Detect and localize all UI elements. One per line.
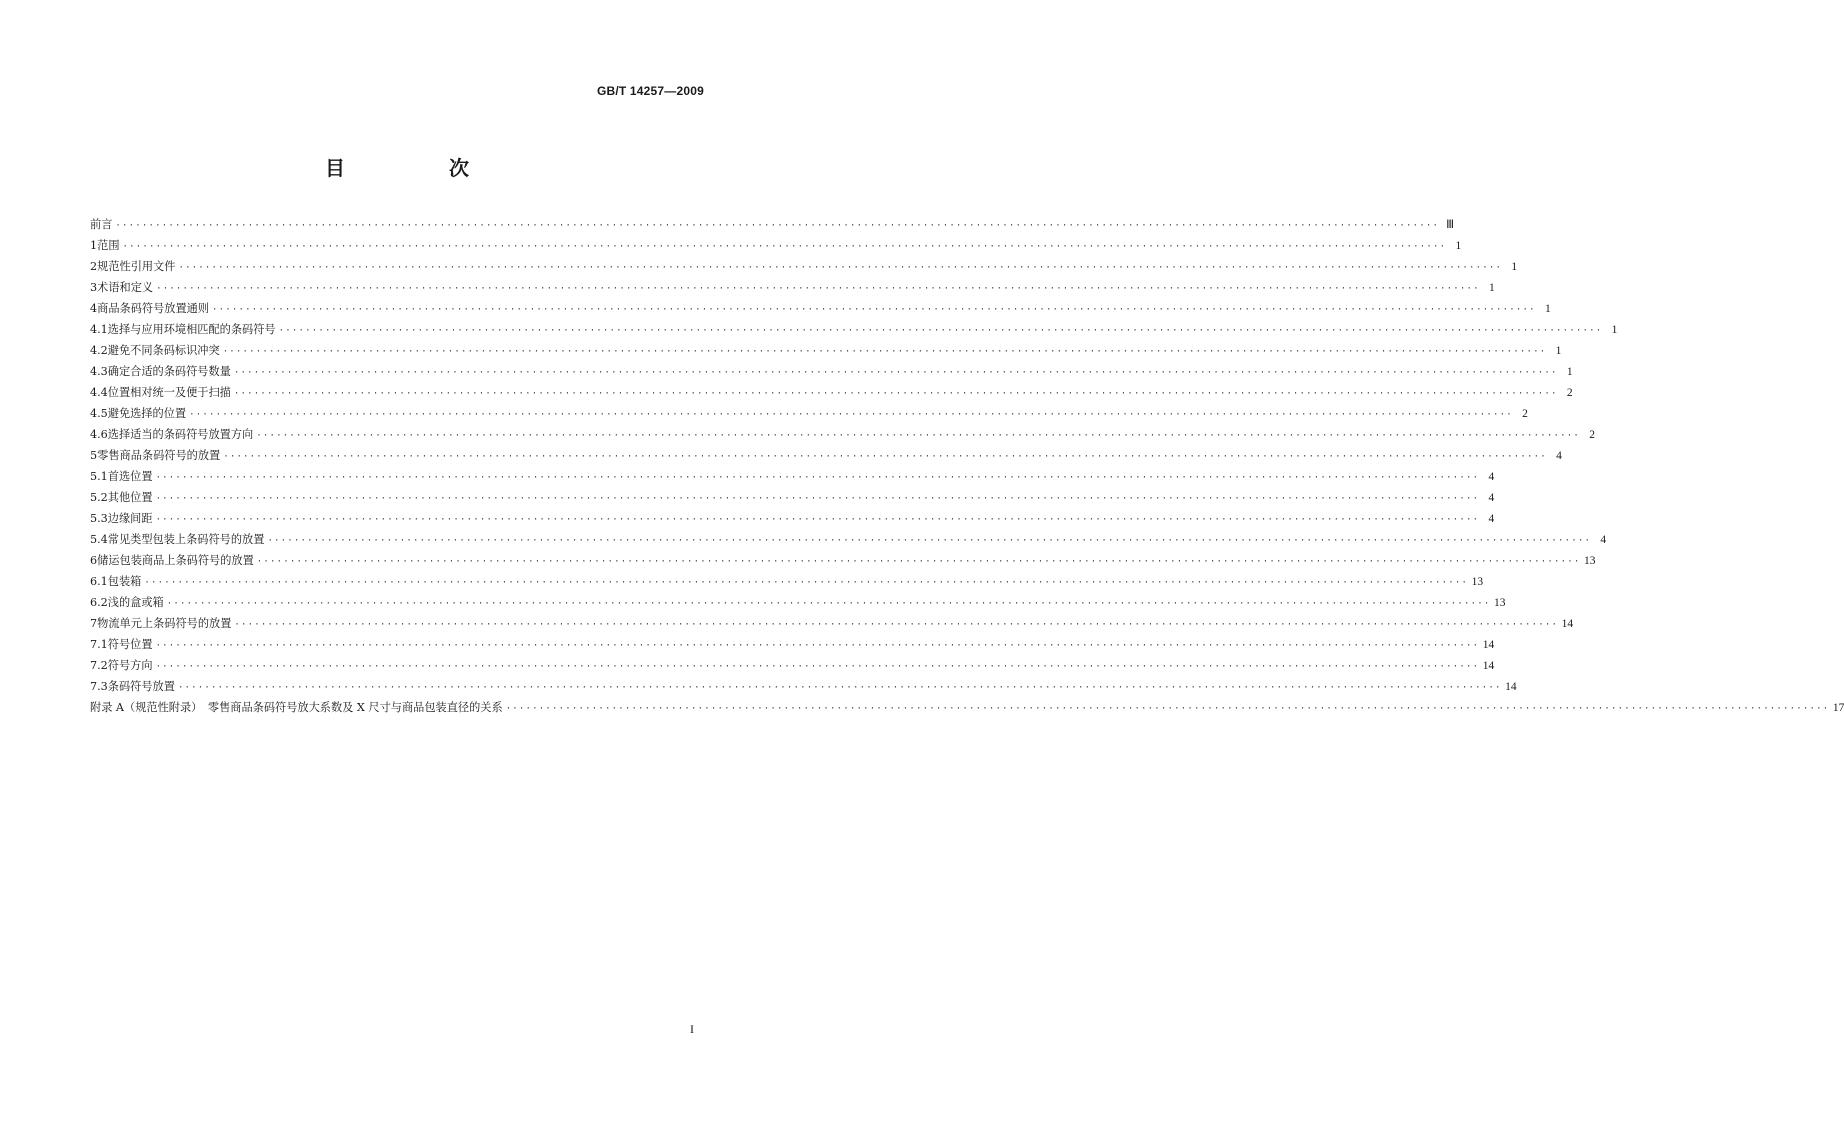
toc-leader-dots: ········································································································································································································ [144, 578, 1469, 588]
toc-entry[interactable] [90, 342, 1562, 363]
toc-entry-title: 首选位置 [107, 470, 153, 483]
toc-entry-number: 2 [90, 260, 98, 273]
toc-entry-number: 4 [90, 302, 98, 315]
toc-leader-dots: ········································································································································································································ [155, 641, 1480, 651]
toc-entry-number: 5.3 [90, 512, 108, 525]
toc-entry-title: 常见类型包装上条码符号的放置 [107, 533, 265, 546]
toc-leader-dots: ········································································································································································································ [115, 221, 1440, 231]
toc-entry-title: 物流单元上条码符号的放置 [97, 617, 232, 630]
toc-entry-number: 6.1 [90, 575, 108, 588]
toc-entry[interactable] [90, 384, 1573, 405]
toc-entry[interactable] [90, 552, 1596, 573]
page-title: 目 次 [325, 156, 511, 180]
toc-entry-page: 4 [1488, 471, 1495, 483]
toc-entry-page: Ⅲ [1446, 219, 1455, 231]
toc-leader-dots: ········································································································································································································ [233, 368, 1558, 378]
toc-entry[interactable] [90, 468, 1495, 489]
toc-entry-number: 5.4 [90, 533, 108, 546]
toc-entry-page: 4 [1556, 450, 1562, 462]
toc-entry-title: 前言 [90, 218, 113, 231]
toc-entry-title: 避免选择的位置 [107, 407, 187, 420]
toc-entry-number: 4.2 [90, 344, 108, 357]
toc-entry-number: 5.2 [90, 491, 108, 504]
toc-entry-title: 商品条码符号放置通则 [97, 302, 210, 315]
toc-entry[interactable] [90, 405, 1528, 426]
toc-entry[interactable] [90, 699, 1844, 720]
toc-entry[interactable] [90, 216, 1455, 237]
toc-entry-page: 13 [1493, 597, 1506, 609]
toc-entry[interactable] [90, 678, 1517, 699]
toc-entry-number: 7.3 [90, 680, 108, 693]
toc-entry-title: 边缘间距 [107, 512, 153, 525]
toc-entry-number: 7.1 [90, 638, 108, 651]
standard-code: GB/T 14257—2009 [596, 84, 704, 98]
toc-leader-dots: ········································································································································································································ [155, 662, 1480, 672]
toc-leader-dots: ········································································································································································································ [234, 620, 1559, 630]
toc-entry-title: 选择适当的条码符号放置方向 [107, 428, 254, 441]
toc-entry[interactable] [90, 300, 1551, 321]
toc-entry-number: 6.2 [90, 596, 108, 609]
toc-entry[interactable] [90, 447, 1562, 468]
toc-entry-page: 14 [1505, 681, 1517, 693]
toc-entry-page: 13 [1471, 576, 1484, 588]
toc-leader-dots: ········································································································································································································ [122, 242, 1447, 252]
toc-entry-number: 4.4 [90, 386, 108, 399]
toc-leader-dots: ········································································································································································································ [233, 389, 1558, 399]
toc-entry-title: 浅的盒或箱 [107, 596, 164, 609]
toc-leader-dots: ········································································································································································································ [278, 326, 1603, 336]
toc-entry-title: 符号位置 [107, 638, 153, 651]
toc-entry-page: 1 [1455, 240, 1462, 252]
toc-entry[interactable] [90, 279, 1495, 300]
toc-entry-page: 14 [1561, 618, 1574, 630]
toc-entry-page: 13 [1583, 555, 1596, 567]
toc-entry-number: 6 [90, 554, 98, 567]
toc-entry[interactable] [90, 321, 1618, 342]
toc-entry-title: 确定合适的条码符号数量 [107, 365, 231, 378]
toc-entry-title: 其他位置 [107, 491, 153, 504]
toc-entry[interactable] [90, 573, 1484, 594]
toc-entry-title: 范围 [97, 239, 120, 252]
toc-entry-title: 符号方向 [107, 659, 153, 672]
toc-entry-title: 零售商品条码符号的放置 [97, 449, 221, 462]
table-of-contents [90, 216, 1844, 720]
toc-entry[interactable] [90, 258, 1518, 279]
toc-entry[interactable] [90, 615, 1574, 636]
toc-entry-number: 5.1 [90, 470, 108, 483]
toc-entry-page: 1 [1611, 324, 1618, 336]
toc-entry-number: 7.2 [90, 659, 108, 672]
toc-entry-page: 14 [1482, 639, 1495, 651]
toc-leader-dots: ········································································································································································································ [267, 536, 1592, 546]
toc-entry-title: 位置相对统一及便于扫描 [107, 386, 231, 399]
toc-leader-dots: ········································································································································································································ [166, 599, 1491, 609]
toc-entry-page: 1 [1566, 366, 1573, 378]
toc-entry[interactable] [90, 657, 1495, 678]
toc-entry[interactable] [90, 489, 1495, 510]
toc-entry-title: 规范性引用文件 [97, 260, 176, 273]
toc-entry-title: 包装箱 [107, 575, 142, 588]
toc-entry-page: 2 [1589, 429, 1595, 441]
toc-entry-number: 5 [90, 449, 98, 462]
toc-entry-title: 附录 A（规范性附录） 零售商品条码符号放大系数及 X 尺寸与商品包装直径的关系 [90, 701, 503, 714]
toc-leader-dots: ········································································································································································································ [177, 683, 1502, 693]
toc-leader-dots: ········································································································································································································ [155, 494, 1480, 504]
toc-entry[interactable] [90, 237, 1462, 258]
toc-entry[interactable] [90, 594, 1506, 615]
toc-entry-page: 4 [1600, 534, 1607, 546]
toc-entry-number: 4.1 [90, 323, 108, 336]
toc-entry-page: 1 [1489, 282, 1495, 294]
toc-entry[interactable] [90, 531, 1607, 552]
page-number: I [690, 1022, 694, 1036]
toc-entry-number: 4.5 [90, 407, 108, 420]
toc-entry-title: 选择与应用环境相匹配的条码符号 [107, 323, 276, 336]
toc-leader-dots: ········································································································································································································ [155, 515, 1480, 525]
toc-entry-title: 术语和定义 [97, 281, 154, 294]
toc-entry-title: 避免不同条码标识冲突 [107, 344, 220, 357]
toc-leader-dots: ········································································································································································································ [256, 557, 1581, 567]
toc-entry-page: 2 [1566, 387, 1573, 399]
toc-leader-dots: ········································································································································································································ [189, 410, 1513, 420]
toc-leader-dots: ········································································································································································································ [222, 347, 1547, 357]
toc-leader-dots: ········································································································································································································ [223, 452, 1547, 462]
toc-entry-number: 7 [90, 617, 98, 630]
toc-leader-dots: ········································································································································································································ [155, 473, 1480, 483]
toc-entry-title: 储运包装商品上条码符号的放置 [97, 554, 254, 567]
toc-entry[interactable] [90, 363, 1573, 384]
toc-entry-number: 4.6 [90, 428, 108, 441]
toc-entry-page: 2 [1522, 408, 1528, 420]
toc-entry-page: 17 [1832, 702, 1844, 714]
toc-leader-dots: ········································································································································································································ [256, 431, 1580, 441]
toc-leader-dots: ········································································································································································································ [212, 305, 1536, 315]
toc-entry-title: 条码符号放置 [107, 680, 175, 693]
toc-entry-page: 1 [1511, 261, 1518, 273]
toc-leader-dots: ········································································································································································································ [156, 284, 1480, 294]
toc-entry-page: 14 [1482, 660, 1495, 672]
toc-entry[interactable] [90, 510, 1495, 531]
toc-leader-dots: ········································································································································································································ [505, 704, 1830, 714]
toc-entry[interactable] [90, 426, 1595, 447]
toc-entry-page: 1 [1544, 303, 1551, 315]
toc-entry-page: 4 [1488, 492, 1495, 504]
toc-leader-dots: ········································································································································································································ [178, 263, 1503, 273]
toc-entry[interactable] [90, 636, 1495, 657]
toc-entry-page: 1 [1555, 345, 1562, 357]
toc-entry-number: 4.3 [90, 365, 108, 378]
toc-entry-page: 4 [1488, 513, 1495, 525]
toc-entry-number: 3 [90, 281, 98, 294]
toc-entry-number: 1 [90, 239, 98, 252]
